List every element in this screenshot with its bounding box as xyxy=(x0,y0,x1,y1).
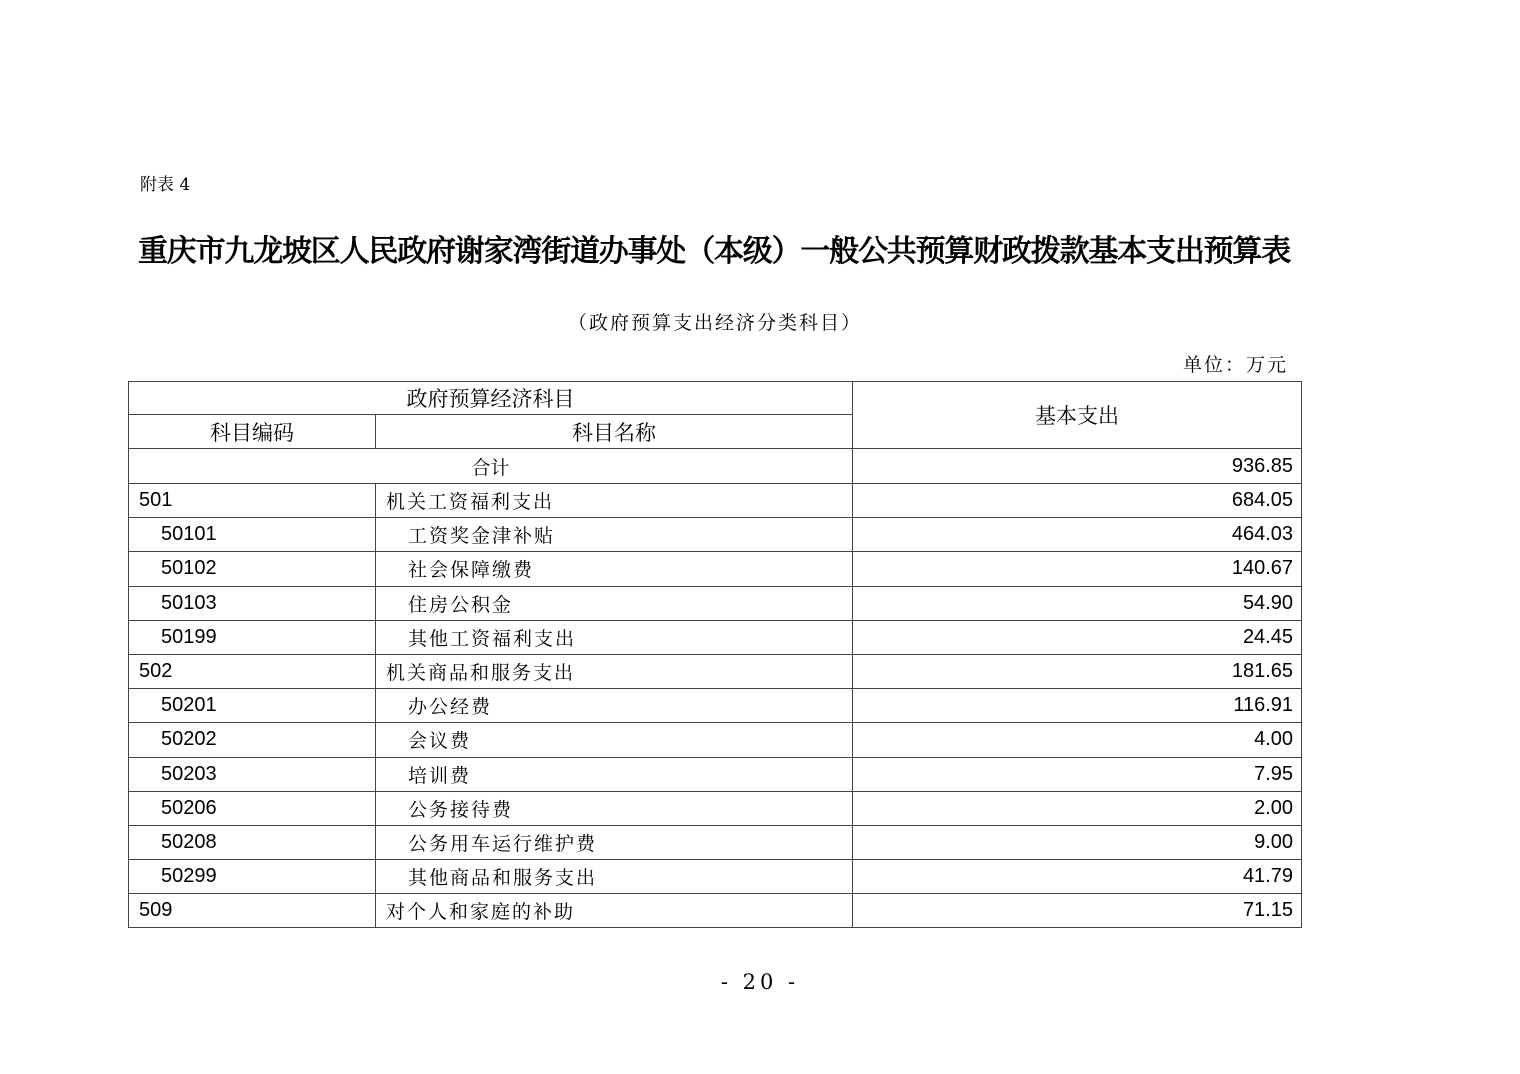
document-title: 重庆市九龙坡区人民政府谢家湾街道办事处（本级）一般公共预算财政拨款基本支出预算表 xyxy=(138,234,1290,269)
total-amount: 936.85 xyxy=(853,449,1302,484)
table-row xyxy=(129,791,1302,825)
attachment-label: 附表 4 xyxy=(140,175,191,195)
code-column-header: 科目编码 xyxy=(129,415,376,449)
page-number: - 20 - xyxy=(720,970,800,994)
amount-column-header: 基本支出 xyxy=(853,382,1302,449)
row-code: 509 xyxy=(129,894,376,928)
table-row xyxy=(129,620,1302,654)
row-name: 公务用车运行维护费 xyxy=(376,825,853,859)
row-amount: 464.03 xyxy=(853,518,1302,552)
table-row xyxy=(129,894,1302,928)
row-code: 501 xyxy=(129,484,376,518)
row-code: 50299 xyxy=(129,860,376,894)
row-name: 社会保障缴费 xyxy=(376,552,853,586)
row-amount: 41.79 xyxy=(853,860,1302,894)
row-name: 对个人和家庭的补助 xyxy=(376,894,853,928)
row-code: 50208 xyxy=(129,825,376,859)
row-name: 机关商品和服务支出 xyxy=(376,654,853,688)
table-row xyxy=(129,654,1302,688)
budget-table xyxy=(128,381,1302,928)
row-amount: 7.95 xyxy=(853,757,1302,791)
row-name: 住房公积金 xyxy=(376,586,853,620)
row-code: 50102 xyxy=(129,552,376,586)
row-amount: 140.67 xyxy=(853,552,1302,586)
row-code: 50201 xyxy=(129,689,376,723)
table-row xyxy=(129,586,1302,620)
table-row xyxy=(129,757,1302,791)
row-name: 机关工资福利支出 xyxy=(376,484,853,518)
table-row xyxy=(129,689,1302,723)
table-row xyxy=(129,552,1302,586)
table-body xyxy=(129,449,1302,928)
table-row xyxy=(129,723,1302,757)
row-amount: 54.90 xyxy=(853,586,1302,620)
row-name: 培训费 xyxy=(376,757,853,791)
row-code: 50202 xyxy=(129,723,376,757)
table-row xyxy=(129,860,1302,894)
table-row xyxy=(129,518,1302,552)
name-column-header: 科目名称 xyxy=(376,415,853,449)
row-name: 其他商品和服务支出 xyxy=(376,860,853,894)
row-amount: 71.15 xyxy=(853,894,1302,928)
table-row xyxy=(129,484,1302,518)
row-name: 工资奖金津补贴 xyxy=(376,518,853,552)
row-code: 50206 xyxy=(129,791,376,825)
row-name: 其他工资福利支出 xyxy=(376,620,853,654)
group-header: 政府预算经济科目 xyxy=(129,382,853,415)
row-name: 公务接待费 xyxy=(376,791,853,825)
row-amount: 4.00 xyxy=(853,723,1302,757)
document-subtitle: （政府预算支出经济分类科目） xyxy=(567,312,862,334)
row-amount: 684.05 xyxy=(853,484,1302,518)
row-code: 50203 xyxy=(129,757,376,791)
row-amount: 181.65 xyxy=(853,654,1302,688)
table-row xyxy=(129,825,1302,859)
row-amount: 24.45 xyxy=(853,620,1302,654)
total-row xyxy=(129,449,1302,484)
row-name: 办公经费 xyxy=(376,689,853,723)
row-code: 50199 xyxy=(129,620,376,654)
row-amount: 9.00 xyxy=(853,825,1302,859)
row-amount: 2.00 xyxy=(853,791,1302,825)
row-name: 会议费 xyxy=(376,723,853,757)
row-amount: 116.91 xyxy=(853,689,1302,723)
unit-label: 单位：万元 xyxy=(1182,354,1288,376)
row-code: 50103 xyxy=(129,586,376,620)
row-code: 502 xyxy=(129,654,376,688)
total-label: 合计 xyxy=(129,449,853,484)
row-code: 50101 xyxy=(129,518,376,552)
